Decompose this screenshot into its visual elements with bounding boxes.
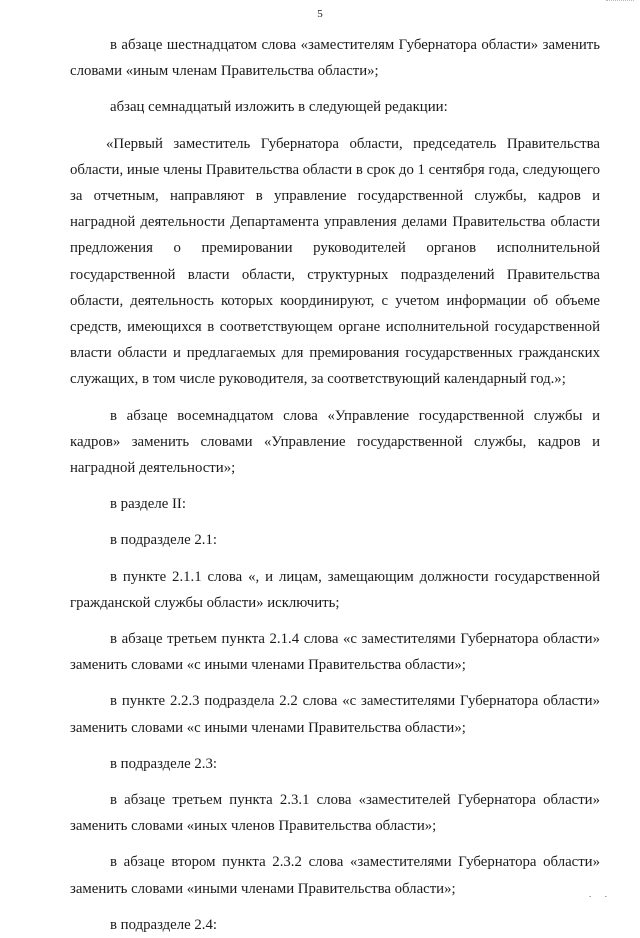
paragraph-13: в подразделе 2.4: bbox=[110, 916, 218, 933]
paragraph-12: в абзаце втором пункта 2.3.2 слова «заместителями Губернатора области» заменить словами «иными членами Правительства области»; bbox=[70, 854, 600, 897]
document-body bbox=[70, 32, 600, 938]
paragraph-7: в пункте 2.1.1 слова «, и лицам, замещающим должности государственной гражданской службы области» исключить; bbox=[70, 568, 600, 611]
paragraph-9: в пункте 2.2.3 подраздела 2.2 слова «с заместителями Губернатора области» заменить словами «с иными членами Правительства области»; bbox=[70, 693, 600, 736]
paragraph-8: в абзаце третьем пункта 2.1.4 слова «с заместителями Губернатора области» заменить словами «с иными членами Правительства области»; bbox=[70, 631, 600, 674]
paragraph-6: в подразделе 2.1: bbox=[110, 532, 218, 549]
paragraph-1: в абзаце шестнадцатом слова «заместителям Губернатора области» заменить словами «иным членам Правительства области»; bbox=[70, 37, 600, 80]
paragraph-2: абзац семнадцатый изложить в следующей редакции: bbox=[110, 99, 448, 116]
paragraph-3-quote: «Первый заместитель Губернатора области, председатель Правительства области, иные члены Правительства области в срок до 1 сентября года, следующего за отчетным, направляют в управление государственной службы, кадров и наградной деятельности Департамента управления делами Правительства области предложения о премировании руководителей органов исполнительной государственной власти области, структурных подразделений Правительства области, деятельность которых координируют, с учетом информации об объеме средств, имеющихся в соответствующем органе исполнительной государственной власти области и предлагаемых для премирования государственных гражданских служащих, в том числе руководителя, за соответствующий календарный год.»; bbox=[70, 135, 600, 388]
paragraph-10: в подразделе 2.3: bbox=[110, 755, 218, 772]
paragraph-11: в абзаце третьем пункта 2.3.1 слова «заместителей Губернатора области» заменить словами «иных членов Правительства области»; bbox=[70, 792, 600, 835]
paragraph-4: в абзаце восемнадцатом слова «Управление государственной службы и кадров» заменить словами «Управление государственной службы, кадров и наградной деятельности»; bbox=[70, 407, 600, 477]
paragraph-5: в разделе II: bbox=[110, 496, 186, 513]
scan-corner-mark bbox=[606, 0, 634, 7]
scan-artifact-marks: . . bbox=[589, 889, 610, 899]
page-number: 5 bbox=[317, 8, 323, 20]
